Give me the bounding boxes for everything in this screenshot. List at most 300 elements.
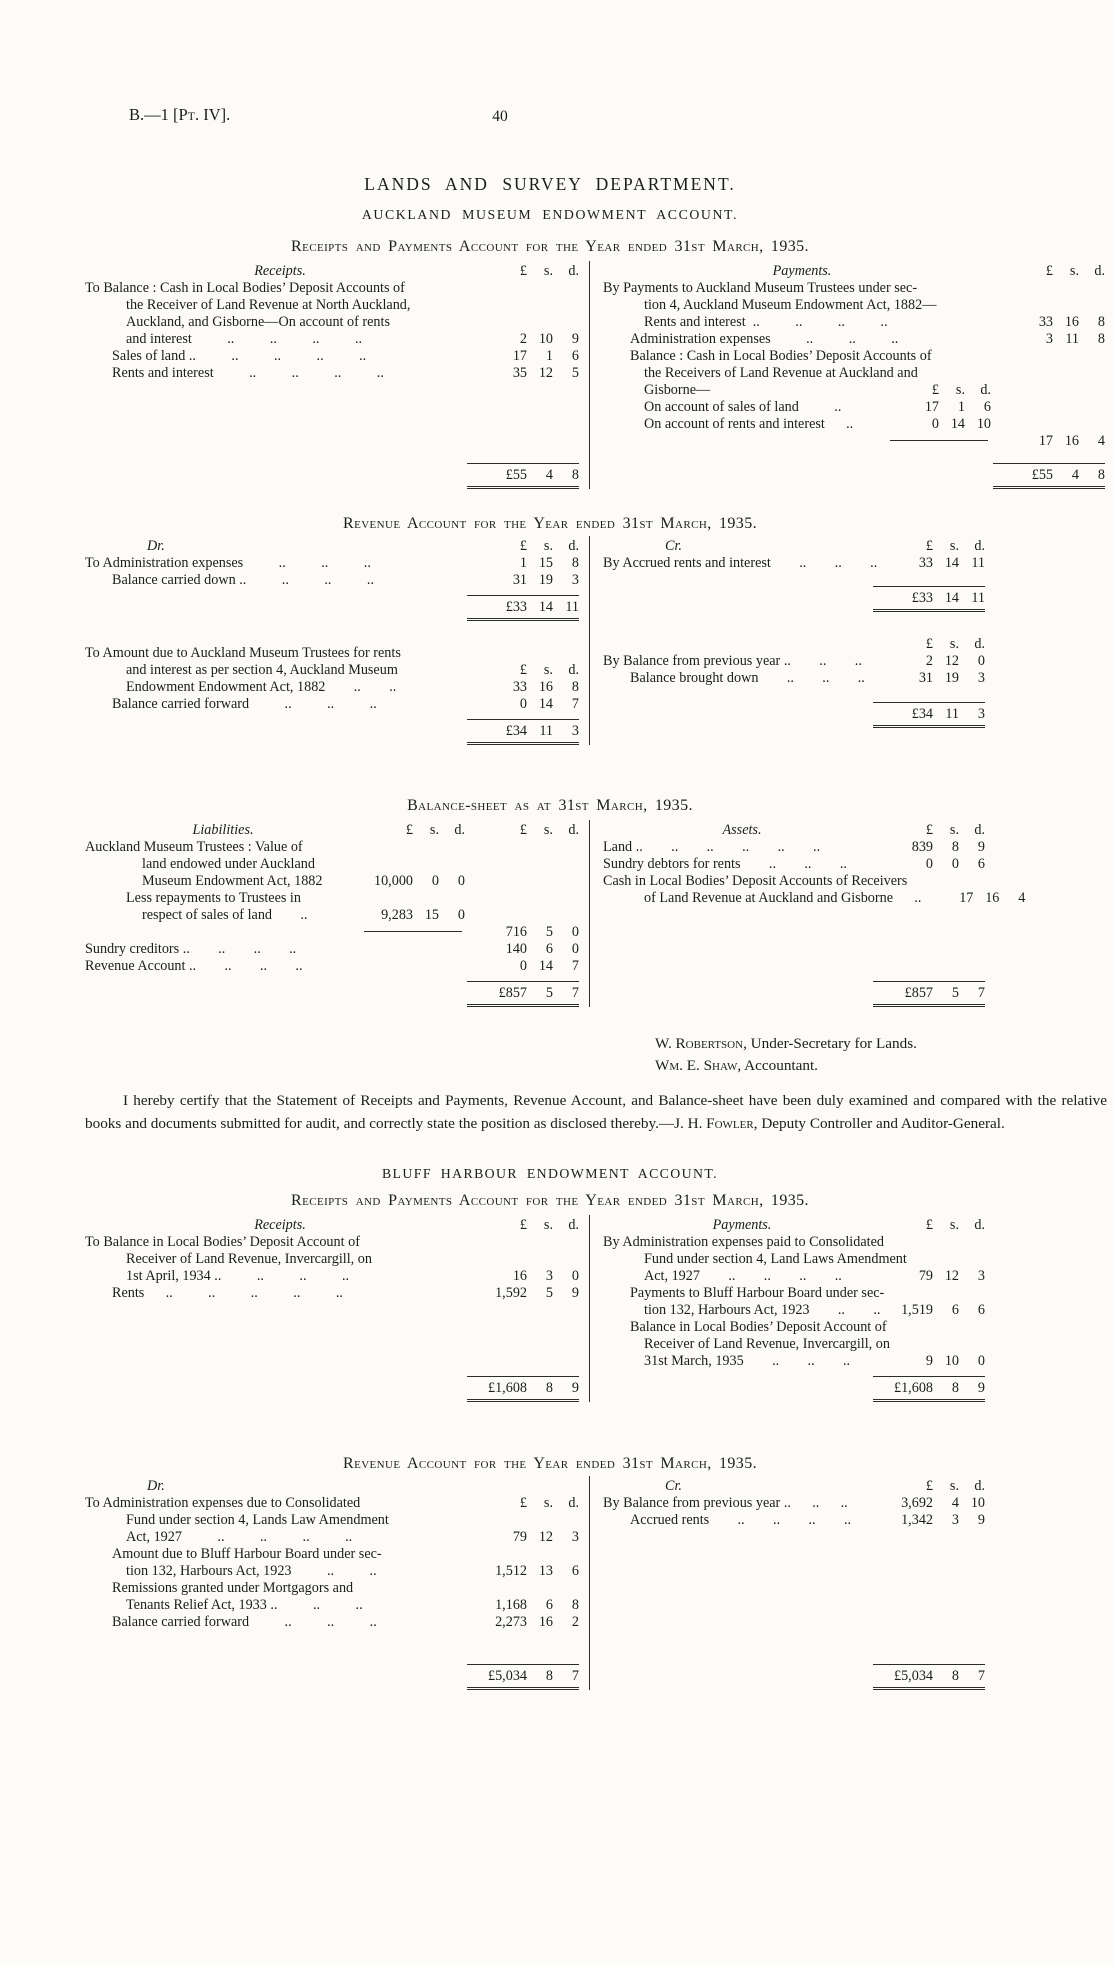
account-line <box>85 314 579 331</box>
cr-column <box>590 536 1105 745</box>
auditor-title: , Deputy Controller and Auditor-General. <box>753 1115 1005 1132</box>
inner-amount-cell: 17 <box>924 399 939 415</box>
total-row <box>603 580 985 612</box>
line-text: Balance carried forward .. .. .. <box>112 696 377 712</box>
money-column-headers <box>881 822 985 839</box>
amount-cell: 19 <box>538 572 553 588</box>
account-line <box>603 1285 985 1302</box>
total-pence: 7 <box>571 1668 579 1684</box>
total-row <box>603 457 1105 489</box>
account-line <box>85 890 579 907</box>
total-pounds: £1,608 <box>893 1380 933 1396</box>
assets-column <box>590 820 1105 1007</box>
line-text: Balance carried down .. .. .. .. <box>112 572 375 588</box>
total-pounds: £1,608 <box>487 1380 527 1396</box>
shillings-header: s. <box>543 263 553 279</box>
line-text: Payments to Bluff Harbour Board under sec- <box>630 1285 885 1301</box>
account-line <box>85 1495 579 1512</box>
line-text: Balance brought down .. .. .. <box>630 670 865 686</box>
total-pence: 7 <box>977 1668 985 1684</box>
amount-cell: 16 <box>538 1614 553 1630</box>
account-line <box>85 1251 579 1268</box>
money-column-headers <box>1001 263 1105 280</box>
account-line <box>603 670 985 687</box>
amount-cell: 31 <box>918 670 933 686</box>
account-line <box>85 1580 579 1597</box>
line-text: Rents and interest .. .. .. .. <box>644 314 888 330</box>
amount-group <box>475 1495 579 1512</box>
pound-header: £ <box>405 822 413 838</box>
amount-cell: 4 <box>1097 433 1105 449</box>
total-pence: 7 <box>571 985 579 1001</box>
account-line <box>85 348 579 365</box>
pound-header: £ <box>519 263 527 279</box>
total-box <box>467 719 579 745</box>
line-text: Revenue Account .. .. .. .. <box>85 958 303 974</box>
line-text: respect of sales of land .. <box>142 907 308 923</box>
inner-amount-group <box>361 873 465 890</box>
amount-group <box>475 1563 579 1580</box>
pence-header: d. <box>568 263 579 279</box>
pence-header: d. <box>974 822 985 838</box>
amount-cell: s. <box>949 636 959 652</box>
money-column-headers <box>881 1217 985 1234</box>
total-shillings: 4 <box>545 467 553 483</box>
pound-header: £ <box>1045 263 1053 279</box>
account-line <box>85 1268 579 1285</box>
section-heading-balance-sheet: Balance-sheet as at 31st March, 1935. <box>407 797 693 814</box>
amount-cell: 0 <box>519 958 527 974</box>
receipts-column <box>85 261 590 489</box>
inner-amount-cell: 0 <box>431 873 439 889</box>
amount-cell: 3 <box>977 670 985 686</box>
amount-group <box>475 572 579 589</box>
amount-cell: 8 <box>1097 331 1105 347</box>
amount-cell: 14 <box>944 555 959 571</box>
total-pence: 8 <box>1097 467 1105 483</box>
total-box <box>467 463 579 489</box>
amount-group <box>475 941 579 958</box>
total-box <box>467 1664 579 1690</box>
line-text: Sundry creditors .. .. .. .. <box>85 941 297 957</box>
account-line <box>603 1319 985 1336</box>
inner-amount-group <box>887 399 991 416</box>
amount-cell: 79 <box>512 1529 527 1545</box>
amount-cell: s. <box>543 1495 553 1511</box>
total-row <box>603 975 985 1007</box>
amount-cell: 1,342 <box>901 1512 933 1528</box>
signature-line-1 <box>655 1033 1114 1055</box>
amount-group <box>475 1529 579 1546</box>
sum-rule-group <box>887 444 991 445</box>
account-line <box>603 314 1105 331</box>
amount-cell: 2 <box>519 331 527 347</box>
account-line <box>603 856 985 873</box>
amount-group <box>475 1268 579 1285</box>
total-row <box>85 589 579 621</box>
account-line <box>603 1251 985 1268</box>
line-text: To Administration expenses .. .. .. <box>85 555 371 571</box>
cr-caption: Cr. <box>665 538 682 554</box>
amount-cell: 3 <box>951 1512 959 1528</box>
amount-cell: 8 <box>571 679 579 695</box>
line-text: tion 132, Harbours Act, 1923 .. .. <box>644 1302 881 1318</box>
pence-header: d. <box>1094 263 1105 279</box>
line-text: Gisborne— <box>644 382 711 398</box>
account-line <box>603 839 985 856</box>
line-text: To Balance in Local Bodies’ Deposit Account of <box>85 1234 360 1250</box>
total-shillings: 14 <box>944 590 959 606</box>
receipts-payments-account <box>85 261 1105 489</box>
total-shillings: 4 <box>1071 467 1079 483</box>
receipts-payments-account-bluff <box>85 1215 1105 1402</box>
amount-cell: 10 <box>538 331 553 347</box>
total-pence: 9 <box>977 1380 985 1396</box>
section-heading-receipts-payments-bluff: Receipts and Payments Account for the Year ended 31st March, 1935. <box>291 1192 809 1209</box>
pence-header: d. <box>974 1217 985 1233</box>
amount-cell: 17 <box>1038 433 1053 449</box>
amount-group <box>881 856 985 873</box>
liabilities-column <box>85 820 590 1007</box>
total-pence: 3 <box>571 723 579 739</box>
amount-cell: 1,592 <box>495 1285 527 1301</box>
amount-cell: 3 <box>1045 331 1053 347</box>
amount-cell: 3 <box>571 572 579 588</box>
auditor-name: J. H. Fowler <box>674 1115 754 1132</box>
amount-group <box>475 1597 579 1614</box>
account-line <box>603 297 1105 314</box>
money-column-headers <box>475 263 579 280</box>
amount-cell: 1 <box>519 555 527 571</box>
line-text: By Accrued rents and interest .. .. .. <box>603 555 878 571</box>
amount-cell: 16 <box>985 890 1000 906</box>
amount-group <box>1001 433 1105 450</box>
account-line <box>603 1512 985 1529</box>
line-text: the Receiver of Land Revenue at North Auckland, <box>126 297 411 313</box>
line-text: Museum Endowment Act, 1882 <box>142 873 323 889</box>
money-column-headers <box>475 538 579 555</box>
amount-cell: 5 <box>545 924 553 940</box>
inner-money-column-headers <box>361 822 465 839</box>
amount-cell: 33 <box>512 679 527 695</box>
line-text: the Receivers of Land Revenue at Auckland and <box>644 365 918 381</box>
line-text: Auckland, and Gisborne—On account of rents <box>126 314 390 330</box>
amount-cell: 11 <box>1065 331 1079 347</box>
amount-cell: 0 <box>977 653 985 669</box>
account-line <box>85 1546 579 1563</box>
amount-cell: 839 <box>911 839 933 855</box>
amount-cell: 14 <box>538 696 553 712</box>
section-heading-revenue-account: Revenue Account for the Year ended 31st March, 1935. <box>343 515 757 532</box>
receipts-lines <box>85 1234 579 1302</box>
scanned-accounts-page <box>0 106 1114 1965</box>
line-text: Less repayments to Trustees in <box>126 890 301 906</box>
line-text: By Balance from previous year .. .. .. <box>603 653 862 669</box>
account-line <box>85 873 579 890</box>
amount-cell: £ <box>519 1495 527 1511</box>
amount-cell: 5 <box>545 1285 553 1301</box>
dr-lines <box>85 1495 579 1631</box>
amount-cell: 0 <box>571 924 579 940</box>
pound-header: £ <box>519 1217 527 1233</box>
amount-cell: 8 <box>571 1597 579 1613</box>
total-pounds: £55 <box>505 467 527 483</box>
line-text: Receiver of Land Revenue, Invercargill, on <box>126 1251 372 1267</box>
signature-line-2 <box>655 1055 1114 1077</box>
amount-cell: 10 <box>944 1353 959 1369</box>
amount-cell: 11 <box>971 555 985 571</box>
amount-cell: 13 <box>538 1563 553 1579</box>
amount-cell: 19 <box>944 670 959 686</box>
amount-cell: 0 <box>571 941 579 957</box>
section-heading-receipts-payments: Receipts and Payments Account for the Year ended 31st March, 1935. <box>291 238 809 255</box>
amount-group <box>1001 314 1105 331</box>
total-pounds: £55 <box>1031 467 1053 483</box>
amount-cell: 0 <box>571 1268 579 1284</box>
payments-column <box>590 1215 1105 1402</box>
receipts-column <box>85 1215 590 1402</box>
amount-cell: 8 <box>1097 314 1105 330</box>
line-text: Receiver of Land Revenue, Invercargill, on <box>644 1336 890 1352</box>
money-column-headers <box>475 1217 579 1234</box>
pence-header: d. <box>454 822 465 838</box>
dr-part-1 <box>85 538 579 621</box>
total-pounds: £34 <box>505 723 527 739</box>
amount-group <box>475 555 579 572</box>
dr-part-2 <box>85 645 579 745</box>
amount-cell: 12 <box>538 1529 553 1545</box>
line-text: On account of sales of land .. <box>644 399 842 415</box>
account-line <box>603 416 1105 433</box>
account-line <box>85 941 579 958</box>
total-pounds: £5,034 <box>893 1668 933 1684</box>
money-column-headers <box>881 538 985 555</box>
dr-column <box>85 536 590 745</box>
dr-column <box>85 1476 590 1690</box>
column-caption-row <box>603 1217 985 1234</box>
line-text: Endowment Endowment Act, 1882 .. .. <box>126 679 397 695</box>
total-box <box>993 463 1105 489</box>
pound-header: £ <box>519 538 527 554</box>
account-line <box>603 873 985 890</box>
amount-group <box>881 555 985 572</box>
amount-cell: d. <box>974 636 985 652</box>
amount-cell: 3 <box>571 1529 579 1545</box>
money-column-headers <box>475 822 579 839</box>
line-text: Accrued rents .. .. .. .. <box>630 1512 852 1528</box>
total-box <box>873 586 985 612</box>
account-line <box>85 907 579 924</box>
account-line <box>85 924 579 941</box>
amount-cell: 1,512 <box>495 1563 527 1579</box>
total-pence: 3 <box>977 706 985 722</box>
total-pence: 8 <box>571 467 579 483</box>
line-text: Act, 1927 .. .. .. .. <box>126 1529 353 1545</box>
amount-cell: 9 <box>977 839 985 855</box>
pound-header: £ <box>925 1217 933 1233</box>
inner-amount-cell: 10,000 <box>373 873 413 889</box>
dr-lines-2 <box>85 645 579 713</box>
total-row <box>603 696 985 728</box>
dr-caption: Dr. <box>147 1478 165 1494</box>
column-caption-row <box>85 1217 579 1234</box>
line-text: By Payments to Auckland Museum Trustees under sec- <box>603 280 918 296</box>
sum-rule-group <box>361 935 465 936</box>
amount-group <box>881 1353 985 1370</box>
line-text: To Amount due to Auckland Museum Trustees for rents <box>85 645 401 661</box>
line-text: To Administration expenses due to Consolidated <box>85 1495 361 1511</box>
amount-cell: £ <box>519 662 527 678</box>
amount-cell: 33 <box>1038 314 1053 330</box>
total-box <box>873 981 985 1007</box>
dr-lines <box>85 555 579 589</box>
amount-cell: 7 <box>571 958 579 974</box>
account-line <box>85 555 579 572</box>
total-row <box>85 975 579 1007</box>
account-line <box>85 958 579 975</box>
amount-cell: 1,519 <box>901 1302 933 1318</box>
amount-cell: 7 <box>571 696 579 712</box>
amount-cell: 6 <box>571 348 579 364</box>
signatory-name: Wm. E. Shaw <box>655 1057 738 1074</box>
amount-group <box>921 890 1025 907</box>
amount-cell: 1 <box>545 348 553 364</box>
total-row <box>85 713 579 745</box>
line-text: Amount due to Bluff Harbour Board under sec- <box>112 1546 382 1562</box>
total-shillings: 11 <box>945 706 959 722</box>
amount-group <box>881 1268 985 1285</box>
amount-cell: 2 <box>571 1614 579 1630</box>
line-text: Rents and interest .. .. .. .. <box>112 365 384 381</box>
inner-amount-cell: 14 <box>950 416 965 432</box>
amount-group <box>475 348 579 365</box>
pound-header: £ <box>925 538 933 554</box>
amount-cell: 3 <box>545 1268 553 1284</box>
amount-cell: 2 <box>925 653 933 669</box>
amount-cell: 4 <box>951 1495 959 1511</box>
pence-header: d. <box>568 538 579 554</box>
account-line <box>85 1285 579 1302</box>
balance-sheet <box>85 820 1105 1007</box>
pound-header: £ <box>925 1478 933 1494</box>
total-box <box>873 1664 985 1690</box>
total-pence: 11 <box>971 590 985 606</box>
amount-cell: 16 <box>512 1268 527 1284</box>
inner-amount-group <box>887 382 991 399</box>
column-caption-row <box>85 822 579 839</box>
total-pounds: £33 <box>505 599 527 615</box>
shillings-header: s. <box>949 822 959 838</box>
account-line <box>603 433 1105 450</box>
line-text: Cash in Local Bodies’ Deposit Accounts of Receivers <box>603 873 908 889</box>
line-text: By Administration expenses paid to Consolidated <box>603 1234 884 1250</box>
account-line <box>603 653 985 670</box>
pence-header: d. <box>568 822 579 838</box>
line-text: Rents .. .. .. .. .. <box>112 1285 343 1301</box>
line-text: 1st April, 1934 .. .. .. .. <box>126 1268 350 1284</box>
line-text: By Balance from previous year .. .. .. <box>603 1495 848 1511</box>
line-text: Auckland Museum Trustees : Value of <box>85 839 303 855</box>
amount-cell: 8 <box>951 839 959 855</box>
amount-cell: 12 <box>538 365 553 381</box>
account-line <box>85 856 579 873</box>
pence-header: d. <box>974 538 985 554</box>
total-shillings: 8 <box>545 1668 553 1684</box>
certification-text: I hereby certify that the Statement of Receipts and Payments, Revenue Account, and Balance-sheet have been duly examined and compared with the relative books and documents submitted for audit, and correctly state the position as disclosed thereby.— <box>85 1092 1107 1132</box>
amount-cell: 16 <box>1064 433 1079 449</box>
line-text: To Balance : Cash in Local Bodies’ Deposit Accounts of <box>85 280 405 296</box>
account-line <box>603 1336 985 1353</box>
dr-caption: Dr. <box>147 538 165 554</box>
amount-cell: 0 <box>519 696 527 712</box>
inner-amount-group <box>887 416 991 433</box>
amount-cell: 1,168 <box>495 1597 527 1613</box>
account-line <box>85 679 579 696</box>
inner-amount-cell: 6 <box>983 399 991 415</box>
account-line <box>85 662 579 679</box>
account-line <box>85 1234 579 1251</box>
amount-group <box>475 679 579 696</box>
account-line <box>85 839 579 856</box>
amount-cell: 2,273 <box>495 1614 527 1630</box>
amount-group <box>881 1495 985 1512</box>
account-line <box>603 399 1105 416</box>
assets-lines <box>603 839 1026 907</box>
account-line <box>85 331 579 348</box>
sum-rule <box>364 931 462 932</box>
payments-caption: Payments. <box>772 263 832 279</box>
total-shillings: 5 <box>951 985 959 1001</box>
cr-caption: Cr. <box>665 1478 682 1494</box>
cr-part-1 <box>603 538 985 612</box>
total-box <box>873 702 985 728</box>
cr-part-2 <box>603 636 985 728</box>
total-pounds: £5,034 <box>487 1668 527 1684</box>
total-box <box>873 1376 985 1402</box>
account-line <box>85 365 579 382</box>
account-line <box>603 1353 985 1370</box>
inner-amount-cell: £ <box>931 382 939 398</box>
inner-amount-cell: s. <box>955 382 965 398</box>
amount-cell: 33 <box>918 555 933 571</box>
amount-cell: 16 <box>1064 314 1079 330</box>
page-header <box>0 106 1114 130</box>
inner-amount-cell: 9,283 <box>381 907 413 923</box>
amount-cell: 9 <box>571 1285 579 1301</box>
page-number: 40 <box>492 108 508 125</box>
liabilities-caption: Liabilities. <box>192 822 254 838</box>
inner-amount-group <box>361 907 465 924</box>
column-caption-row <box>603 538 985 555</box>
amount-group <box>881 839 985 856</box>
document-reference: B.—1 [Pt. IV]. <box>129 105 231 124</box>
liabilities-lines <box>85 839 579 975</box>
cr-lines <box>603 1495 985 1529</box>
department-title: LANDS AND SURVEY DEPARTMENT. <box>364 174 736 194</box>
amount-cell: 79 <box>918 1268 933 1284</box>
column-caption-row <box>85 263 579 280</box>
revenue-account-bluff <box>85 1476 1105 1690</box>
line-text: and interest .. .. .. .. <box>126 331 363 347</box>
shillings-header: s. <box>949 1478 959 1494</box>
amount-group <box>1001 331 1105 348</box>
account-line <box>603 1302 985 1319</box>
account-line <box>603 890 1026 907</box>
receipts-caption: Receipts. <box>254 263 306 279</box>
amount-cell: 9 <box>977 1512 985 1528</box>
amount-cell: 9 <box>925 1353 933 1369</box>
line-text: Balance : Cash in Local Bodies’ Deposit Accounts of <box>630 348 932 364</box>
